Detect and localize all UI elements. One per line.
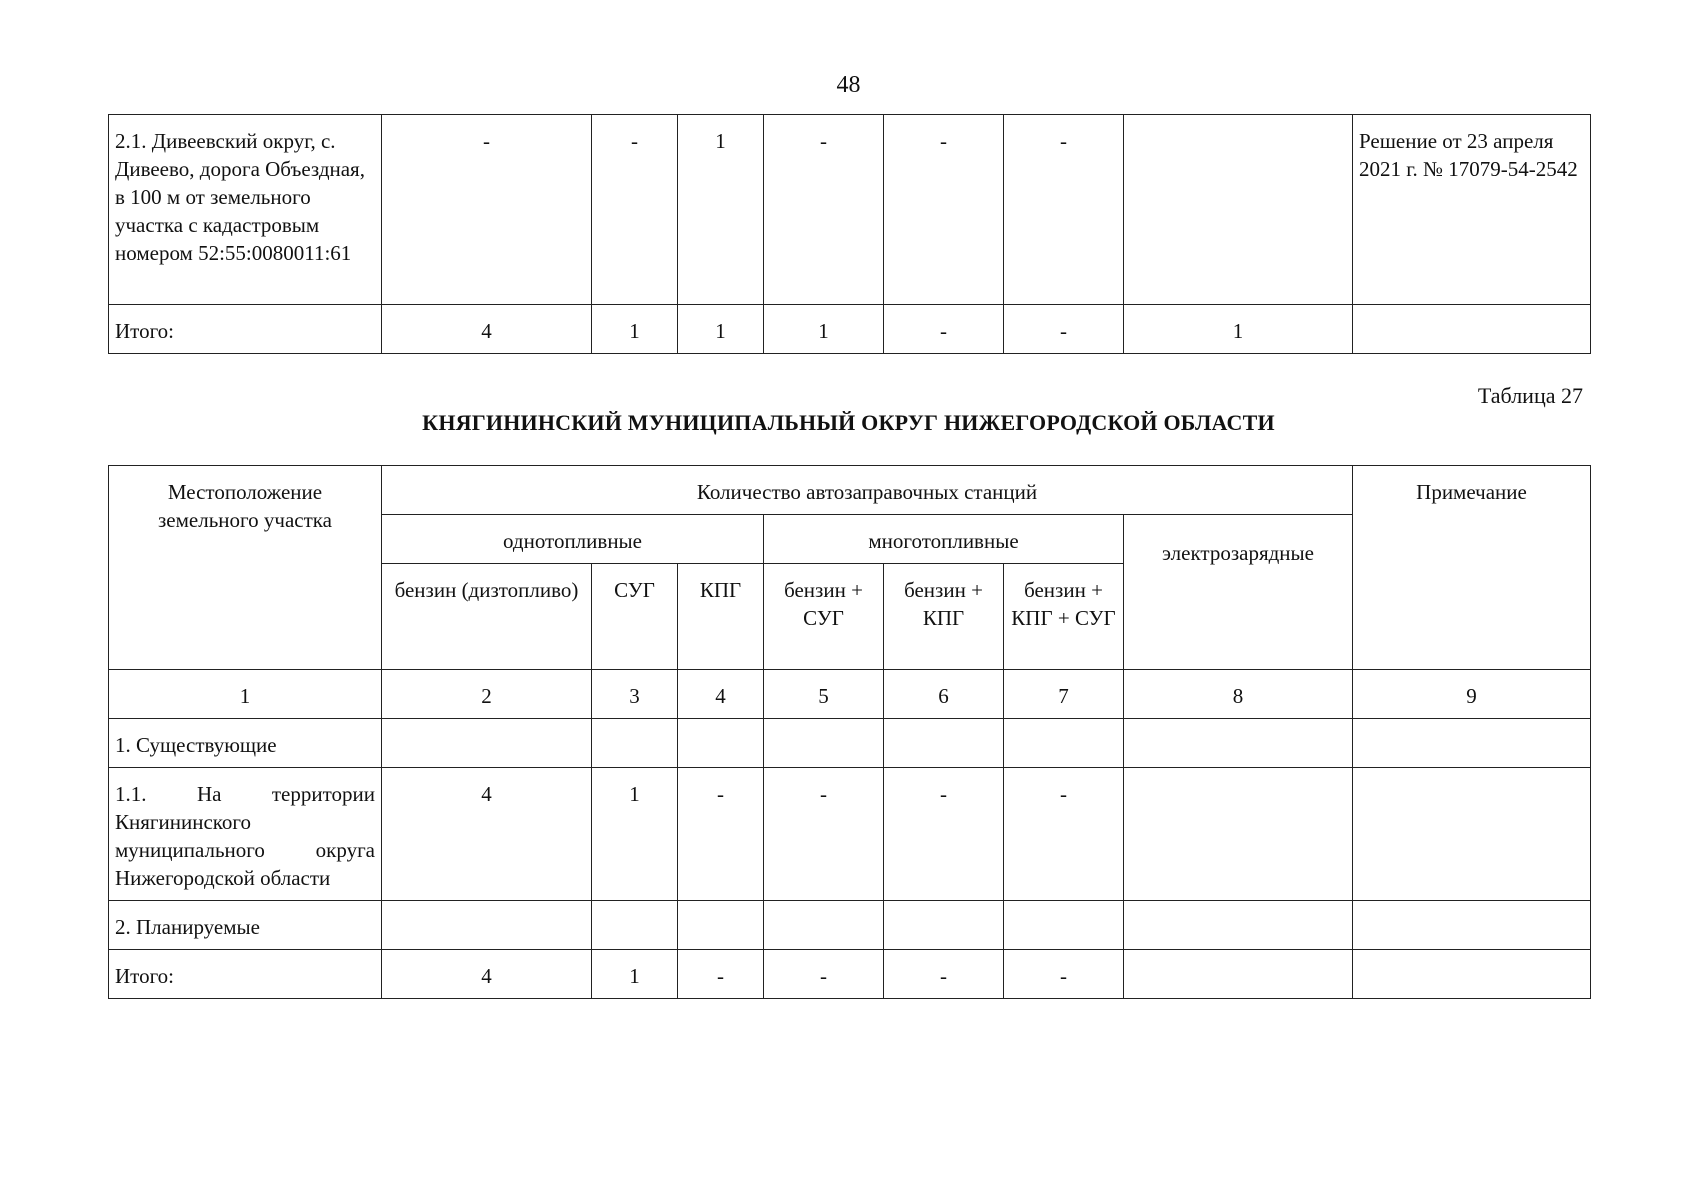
value-cell: [1124, 768, 1353, 901]
header-gasoline-cng: бензин + КПГ: [884, 564, 1004, 670]
header-row: [109, 466, 1591, 515]
value-cell: 1: [678, 115, 764, 305]
value-cell: -: [884, 768, 1004, 901]
value-cell: [764, 901, 884, 950]
table-row: [109, 305, 1591, 354]
value-cell: 1: [592, 950, 678, 999]
value-cell: [1124, 719, 1353, 768]
value-cell: [1124, 115, 1353, 305]
value-cell: [884, 901, 1004, 950]
value-cell: -: [764, 115, 884, 305]
header-electric: электрозарядные: [1124, 515, 1353, 670]
table-row: [109, 768, 1591, 901]
value-cell: [678, 719, 764, 768]
value-cell: -: [1004, 950, 1124, 999]
location-cell: 2.1. Дивеевский округ, с. Дивеево, дорога Объездная, в 100 м от земельного участка с кадастровым номером 52:55:0080011:61: [109, 115, 382, 305]
column-number: 3: [592, 670, 678, 719]
value-cell: -: [1004, 115, 1124, 305]
value-cell: [592, 719, 678, 768]
column-number: 5: [764, 670, 884, 719]
value-cell: 4: [382, 305, 592, 354]
column-number: 1: [109, 670, 382, 719]
value-cell: [382, 719, 592, 768]
header-gasoline: бензин (дизтопливо): [382, 564, 592, 670]
note-cell: [1353, 950, 1591, 999]
value-cell: -: [764, 768, 884, 901]
value-cell: -: [592, 115, 678, 305]
value-cell: 1: [678, 305, 764, 354]
header-note: Примечание: [1353, 466, 1591, 670]
header-station-count: Количество автозаправочных станций: [382, 466, 1353, 515]
gas-stations-table: [108, 465, 1591, 999]
value-cell: [678, 901, 764, 950]
header-lpg: СУГ: [592, 564, 678, 670]
value-cell: -: [884, 305, 1004, 354]
table-row: [109, 950, 1591, 999]
value-cell: 4: [382, 768, 592, 901]
value-cell: 1: [764, 305, 884, 354]
column-number: 8: [1124, 670, 1353, 719]
header-multi-fuel: многотопливные: [764, 515, 1124, 564]
header-gasoline-cng-lpg: бензин + КПГ + СУГ: [1004, 564, 1124, 670]
note-cell: [1353, 305, 1591, 354]
note-cell: Решение от 23 апреля 2021 г. № 17079-54-2542: [1353, 115, 1591, 305]
value-cell: -: [764, 950, 884, 999]
column-number: 7: [1004, 670, 1124, 719]
table-number-label: Таблица 27: [1477, 383, 1583, 408]
value-cell: -: [678, 950, 764, 999]
value-cell: [1124, 901, 1353, 950]
value-cell: -: [884, 115, 1004, 305]
column-number: 4: [678, 670, 764, 719]
value-cell: -: [1004, 768, 1124, 901]
value-cell: 1: [592, 768, 678, 901]
header-single-fuel: однотопливные: [382, 515, 764, 564]
value-cell: [1004, 901, 1124, 950]
location-cell: Итого:: [109, 305, 382, 354]
value-cell: -: [382, 115, 592, 305]
column-number: 6: [884, 670, 1004, 719]
header-cng: КПГ: [678, 564, 764, 670]
note-cell: [1353, 768, 1591, 901]
table-row: [109, 901, 1591, 950]
previous-table: [108, 114, 1591, 354]
value-cell: [1124, 950, 1353, 999]
page-number: 48: [836, 72, 861, 98]
location-cell: 1. Существующие: [109, 719, 382, 768]
table-row: [109, 115, 1591, 305]
note-cell: [1353, 901, 1591, 950]
value-cell: 4: [382, 950, 592, 999]
value-cell: [592, 901, 678, 950]
value-cell: [382, 901, 592, 950]
table-title: КНЯГИНИНСКИЙ МУНИЦИПАЛЬНЫЙ ОКРУГ НИЖЕГОРОДСКОЙ ОБЛАСТИ: [422, 410, 1275, 435]
value-cell: [884, 719, 1004, 768]
value-cell: -: [678, 768, 764, 901]
value-cell: [764, 719, 884, 768]
value-cell: [1004, 719, 1124, 768]
value-cell: 1: [592, 305, 678, 354]
location-cell: 1.1. На территории Княгининского муниципального округа Нижегородской области: [109, 768, 382, 901]
value-cell: 1: [1124, 305, 1353, 354]
note-cell: [1353, 719, 1591, 768]
column-number-row: [109, 670, 1591, 719]
value-cell: -: [884, 950, 1004, 999]
header-gasoline-lpg: бензин + СУГ: [764, 564, 884, 670]
column-number: 9: [1353, 670, 1591, 719]
value-cell: -: [1004, 305, 1124, 354]
location-cell: 2. Планируемые: [109, 901, 382, 950]
header-location: Местоположение земельного участка: [109, 466, 382, 670]
column-number: 2: [382, 670, 592, 719]
table-row: [109, 719, 1591, 768]
location-cell: Итого:: [109, 950, 382, 999]
